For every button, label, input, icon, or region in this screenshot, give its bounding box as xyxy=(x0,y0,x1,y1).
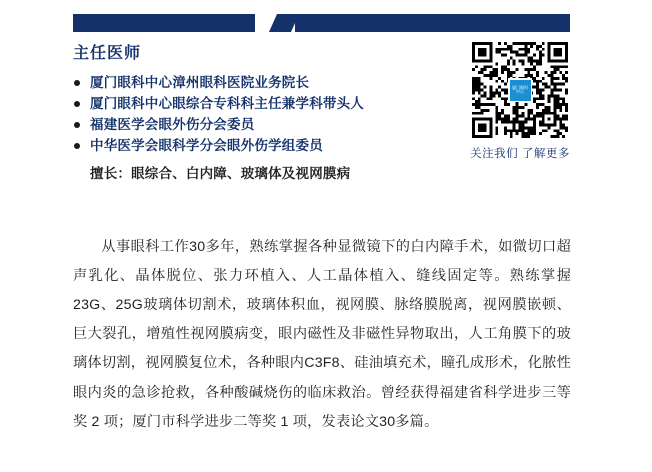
role-title: 主任医师 xyxy=(73,45,142,62)
bullet-dot-icon xyxy=(74,80,80,86)
qr-code-icon[interactable] xyxy=(472,42,568,138)
bar-segment-right xyxy=(295,14,570,32)
list-item xyxy=(73,72,453,93)
qr-center-logo xyxy=(508,78,532,102)
list-item xyxy=(73,135,453,156)
bullet-dot-icon xyxy=(74,143,80,149)
specialty-line: 擅长：眼综合、白内障、玻璃体及视网膜病 xyxy=(90,166,351,182)
bullet-dot-icon xyxy=(74,101,80,107)
bullet-dot-icon xyxy=(74,122,80,128)
doctor-profile-block xyxy=(73,44,453,182)
biography-paragraph: 从事眼科工作30多年，熟练掌握各种显微镜下的白内障手术，如微切口超声乳化、晶体脱位、张力环植入、人工晶体植入、缝线固定等。熟练掌握23G、25G玻璃体切割术，玻璃体积血，视网膜、脉络膜脱离，视网膜嵌顿、巨大裂孔，增殖性视网膜病变，眼内磁性及非磁性异物取出，人工角膜下的玻璃体切割，视网膜复位术，各种眼内C3F8、硅油填充术，瞳孔成形术，化脓性眼内炎的急诊抢救，各种酸碱烧伤的临床救治。曾经获得福建省科学进步三等奖 2 项；厦门市科学进步二等奖 1 项，发表论文30多篇。 xyxy=(73,239,571,430)
qr-code-block xyxy=(464,42,576,161)
bar-gap xyxy=(255,14,269,32)
top-decorative-bar xyxy=(73,14,570,32)
credential-label: 中华医学会眼科学分会眼外伤学组委员 xyxy=(90,138,323,154)
list-item xyxy=(73,93,453,114)
credential-list xyxy=(73,72,453,156)
bar-segment-left xyxy=(73,14,255,32)
qr-center-logo-label: 厦门眼科中心 xyxy=(510,80,531,101)
credential-label: 福建医学会眼外伤分会委员 xyxy=(90,117,255,133)
qr-caption: 关注我们 了解更多 xyxy=(470,148,570,160)
list-item xyxy=(73,114,453,135)
credential-label: 厦门眼科中心眼综合专科科主任兼学科带头人 xyxy=(90,96,364,112)
credential-label: 厦门眼科中心漳州眼科医院业务院长 xyxy=(90,75,310,91)
